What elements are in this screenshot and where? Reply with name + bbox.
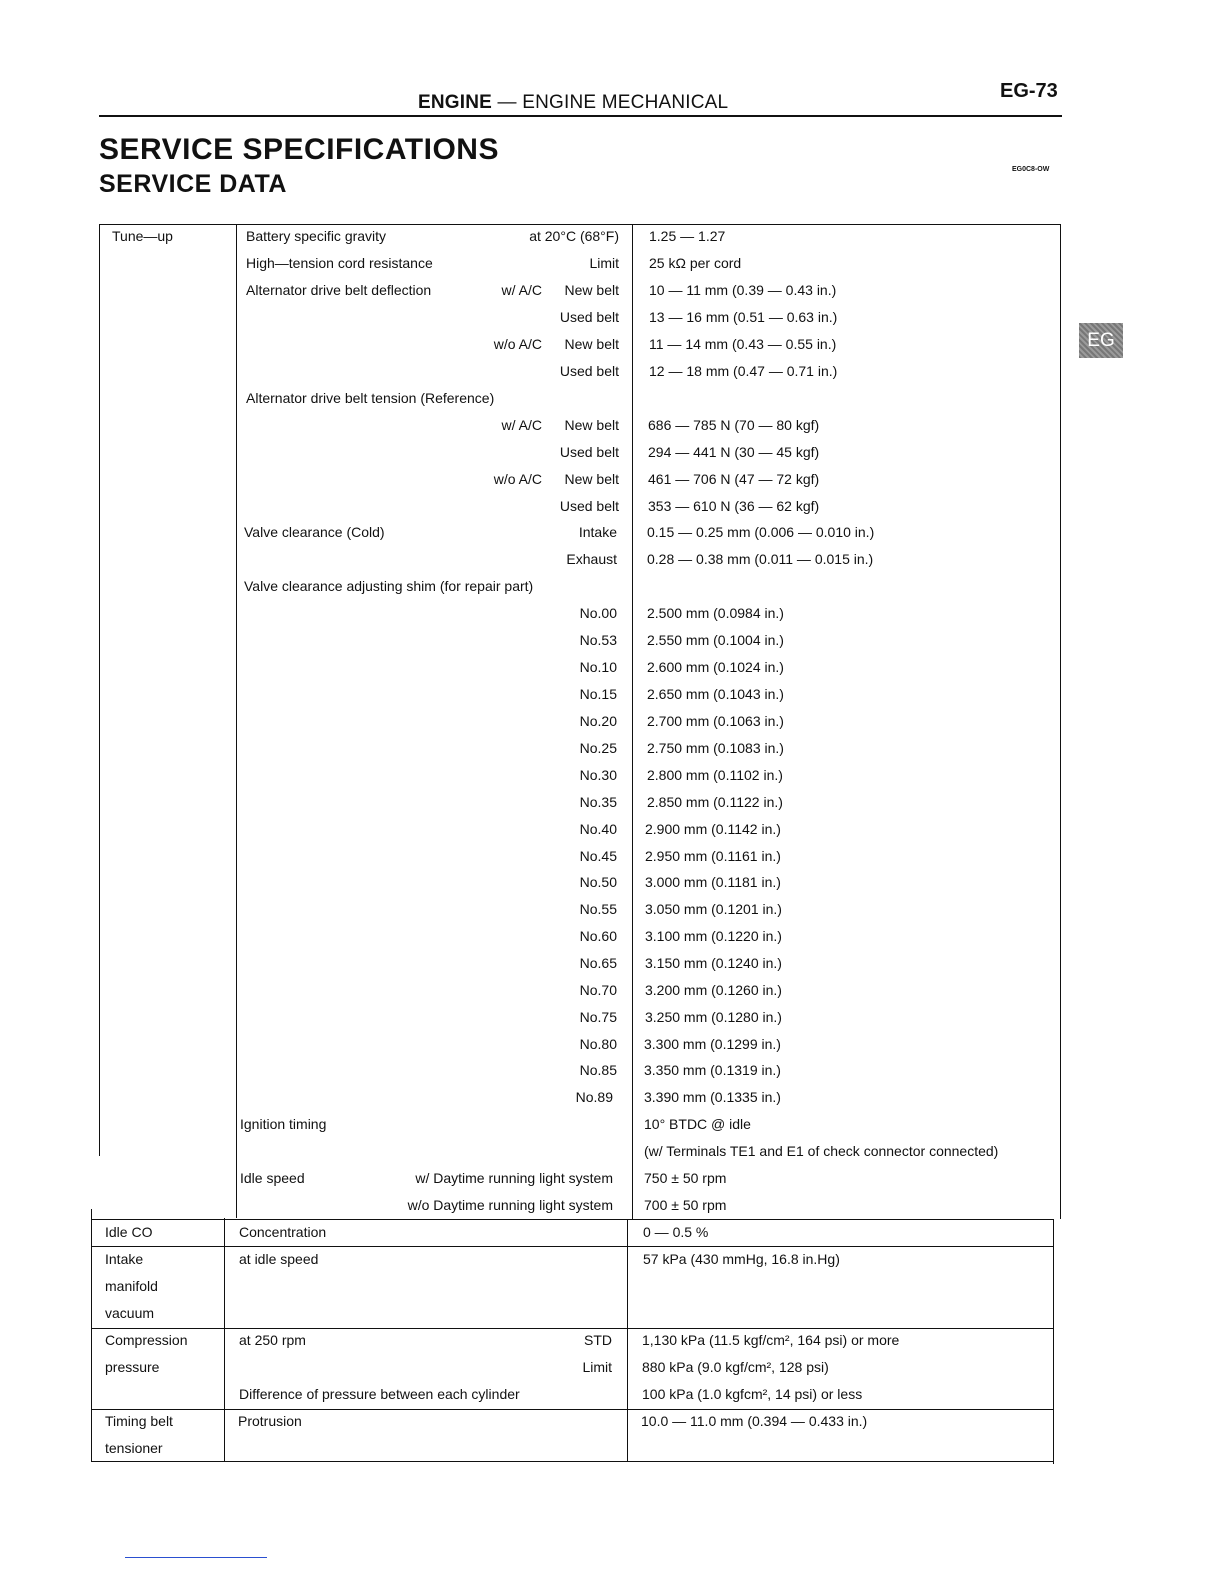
spec-condition: No.85 — [579, 1062, 617, 1078]
spec-value: 2.700 mm (0.1063 in.) — [647, 713, 784, 729]
row-divider-compression — [91, 1328, 1054, 1329]
spec-value: 2.600 mm (0.1024 in.) — [647, 659, 784, 675]
spec-item: High—tension cord resistance — [246, 255, 433, 271]
spec-value: 3.350 mm (0.1319 in.) — [644, 1062, 781, 1078]
spec-condition: No.10 — [579, 659, 617, 675]
spec-value: 12 — 18 mm (0.47 — 0.71 in.) — [649, 363, 838, 379]
spec-item: Alternator drive belt tension (Reference) — [246, 390, 495, 406]
spec-value: 2.900 mm (0.1142 in.) — [645, 821, 781, 837]
spec-condition: No.55 — [579, 901, 617, 917]
spec-value: 2.800 mm (0.1102 in.) — [647, 767, 783, 783]
spec-value: 3.100 mm (0.1220 in.) — [645, 928, 782, 944]
page-number: EG-73 — [1000, 80, 1058, 102]
group-label-intake-2: manifold — [105, 1278, 158, 1294]
spec-value: 3.150 mm (0.1240 in.) — [645, 955, 782, 971]
group-label-timing-1: Timing belt — [105, 1413, 173, 1429]
spec-value: 3.390 mm (0.1335 in.) — [644, 1089, 781, 1105]
spec-condition: Intake — [578, 524, 617, 540]
spec-condition: New belt — [564, 282, 619, 298]
header-section: ENGINE — [418, 92, 493, 113]
spec-value: 1,130 kPa (11.5 kgf/cm², 164 psi) or more — [642, 1332, 900, 1348]
spec-condition: w/ Daytime running light system — [415, 1170, 613, 1186]
spec-value: 2.850 mm (0.1122 in.) — [647, 794, 783, 810]
row-divider-idle-co — [91, 1219, 1054, 1220]
spec-condition: Limit — [582, 1359, 612, 1375]
spec-condition: No.30 — [579, 767, 617, 783]
spec-subcondition: w/ A/C — [501, 282, 542, 298]
spec-condition: No.40 — [579, 821, 617, 837]
page-title: SERVICE SPECIFICATIONS — [99, 133, 499, 166]
spec-condition: No.50 — [579, 874, 617, 890]
spec-value: 57 kPa (430 mmHg, 16.8 in.Hg) — [643, 1251, 840, 1267]
spec-condition: No.65 — [579, 955, 617, 971]
section-tab: EG — [1079, 323, 1123, 358]
spec-condition: Limit — [589, 255, 619, 271]
column-divider-2-upper — [632, 224, 633, 1219]
spec-condition: New belt — [564, 471, 619, 487]
spec-value: 686 — 785 N (70 — 80 kgf) — [648, 417, 820, 433]
spec-value: 750 ± 50 rpm — [644, 1170, 727, 1186]
spec-condition: No.00 — [579, 605, 617, 621]
spec-value: 10° BTDC @ idle — [644, 1116, 751, 1132]
spec-value: 1.25 — 1.27 — [649, 228, 726, 244]
spec-condition: New belt — [564, 417, 619, 433]
spec-value: 2.650 mm (0.1043 in.) — [647, 686, 784, 702]
spec-value: 3.000 mm (0.1181 in.) — [645, 874, 781, 890]
table-border-bottom — [91, 1461, 1054, 1462]
group-label-intake-1: Intake — [105, 1251, 144, 1267]
spec-value: 2.500 mm (0.0984 in.) — [647, 605, 784, 621]
group-label-intake-3: vacuum — [105, 1305, 155, 1321]
table-border-right-upper — [1060, 224, 1061, 1219]
spec-condition: Used belt — [559, 309, 619, 325]
group-label-idle-co: Idle CO — [105, 1224, 153, 1240]
column-divider-1-upper — [236, 224, 237, 1218]
spec-condition: No.75 — [579, 1009, 617, 1025]
row-divider-timing — [91, 1409, 1054, 1410]
spec-item: Valve clearance (Cold) — [244, 524, 385, 540]
spec-condition: No.15 — [579, 686, 617, 702]
spec-condition: STD — [584, 1332, 612, 1348]
spec-item: Valve clearance adjusting shim (for repair part) — [244, 578, 534, 594]
spec-condition: Used belt — [559, 498, 619, 514]
spec-value: (w/ Terminals TE1 and E1 of check connector connected) — [644, 1143, 999, 1159]
spec-condition: No.53 — [579, 632, 617, 648]
spec-value: 11 — 14 mm (0.43 — 0.55 in.) — [649, 336, 837, 352]
spec-value: 25 kΩ per cord — [649, 255, 742, 271]
column-divider-1-lower — [224, 1218, 225, 1461]
spec-condition: No.20 — [579, 713, 617, 729]
spec-value: 100 kPa (1.0 kgfcm², 14 psi) or less — [642, 1386, 863, 1402]
spec-item: Difference of pressure between each cylinder — [239, 1386, 520, 1402]
spec-item: at 250 rpm — [239, 1332, 306, 1348]
document-code: EG0C8-OW — [1012, 166, 1050, 173]
spec-condition: Exhaust — [566, 551, 617, 567]
header-separator: — — [497, 92, 517, 113]
column-divider-2-lower — [627, 1219, 628, 1461]
spec-value: 3.250 mm (0.1280 in.) — [645, 1009, 782, 1025]
spec-item: Idle speed — [240, 1170, 305, 1186]
spec-condition: Used belt — [559, 363, 619, 379]
spec-value: 0.15 — 0.25 mm (0.006 — 0.010 in.) — [647, 524, 875, 540]
spec-value: 461 — 706 N (47 — 72 kgf) — [648, 471, 820, 487]
spec-condition: No.89 — [575, 1089, 613, 1105]
spec-subcondition: w/ A/C — [501, 417, 542, 433]
header-subsection: ENGINE MECHANICAL — [522, 92, 729, 113]
table-border-top — [99, 224, 1061, 225]
spec-value: 880 kPa (9.0 kgf/cm², 128 psi) — [642, 1359, 829, 1375]
spec-value: 13 — 16 mm (0.51 — 0.63 in.) — [649, 309, 838, 325]
spec-item: Ignition timing — [240, 1116, 327, 1132]
spec-value: 3.200 mm (0.1260 in.) — [645, 982, 782, 998]
table-border-left-upper — [99, 224, 100, 1156]
spec-item: Protrusion — [238, 1413, 302, 1429]
group-label-timing-2: tensioner — [105, 1440, 163, 1456]
spec-value: 2.550 mm (0.1004 in.) — [647, 632, 784, 648]
spec-value: 0.28 — 0.38 mm (0.011 — 0.015 in.) — [647, 551, 874, 567]
spec-condition: w/o Daytime running light system — [407, 1197, 613, 1213]
spec-value: 353 — 610 N (36 — 62 kgf) — [648, 498, 820, 514]
table-border-right-lower — [1053, 1219, 1054, 1464]
footer-line — [125, 1557, 267, 1558]
spec-condition: No.60 — [579, 928, 617, 944]
spec-condition: No.25 — [579, 740, 617, 756]
row-divider-intake — [91, 1246, 1054, 1247]
spec-subcondition: w/o A/C — [493, 336, 542, 352]
group-label-compression-2: pressure — [105, 1359, 160, 1375]
spec-condition: No.35 — [579, 794, 617, 810]
group-label-tuneup: Tune—up — [112, 228, 173, 244]
spec-condition: No.45 — [579, 848, 617, 864]
spec-item: Battery specific gravity — [246, 228, 387, 244]
spec-item: Alternator drive belt deflection — [246, 282, 432, 298]
group-label-compression-1: Compression — [105, 1332, 188, 1348]
spec-condition: at 20°C (68°F) — [529, 228, 619, 244]
spec-item: Concentration — [239, 1224, 327, 1240]
spec-subcondition: w/o A/C — [493, 471, 542, 487]
spec-value: 2.950 mm (0.1161 in.) — [645, 848, 781, 864]
spec-value: 10 — 11 mm (0.39 — 0.43 in.) — [649, 282, 837, 298]
page-subtitle: SERVICE DATA — [99, 170, 287, 198]
spec-value: 3.300 mm (0.1299 in.) — [644, 1036, 781, 1052]
spec-value: 3.050 mm (0.1201 in.) — [645, 901, 782, 917]
spec-item: at idle speed — [239, 1251, 319, 1267]
spec-value: 700 ± 50 rpm — [644, 1197, 727, 1213]
spec-value: 294 — 441 N (30 — 45 kgf) — [648, 444, 820, 460]
spec-value: 10.0 — 11.0 mm (0.394 — 0.433 in.) — [641, 1413, 868, 1429]
spec-condition: No.80 — [579, 1036, 617, 1052]
spec-value: 2.750 mm (0.1083 in.) — [647, 740, 784, 756]
spec-condition: New belt — [564, 336, 619, 352]
spec-condition: Used belt — [559, 444, 619, 460]
spec-condition: No.70 — [579, 982, 617, 998]
spec-value: 0 — 0.5 % — [643, 1224, 709, 1240]
